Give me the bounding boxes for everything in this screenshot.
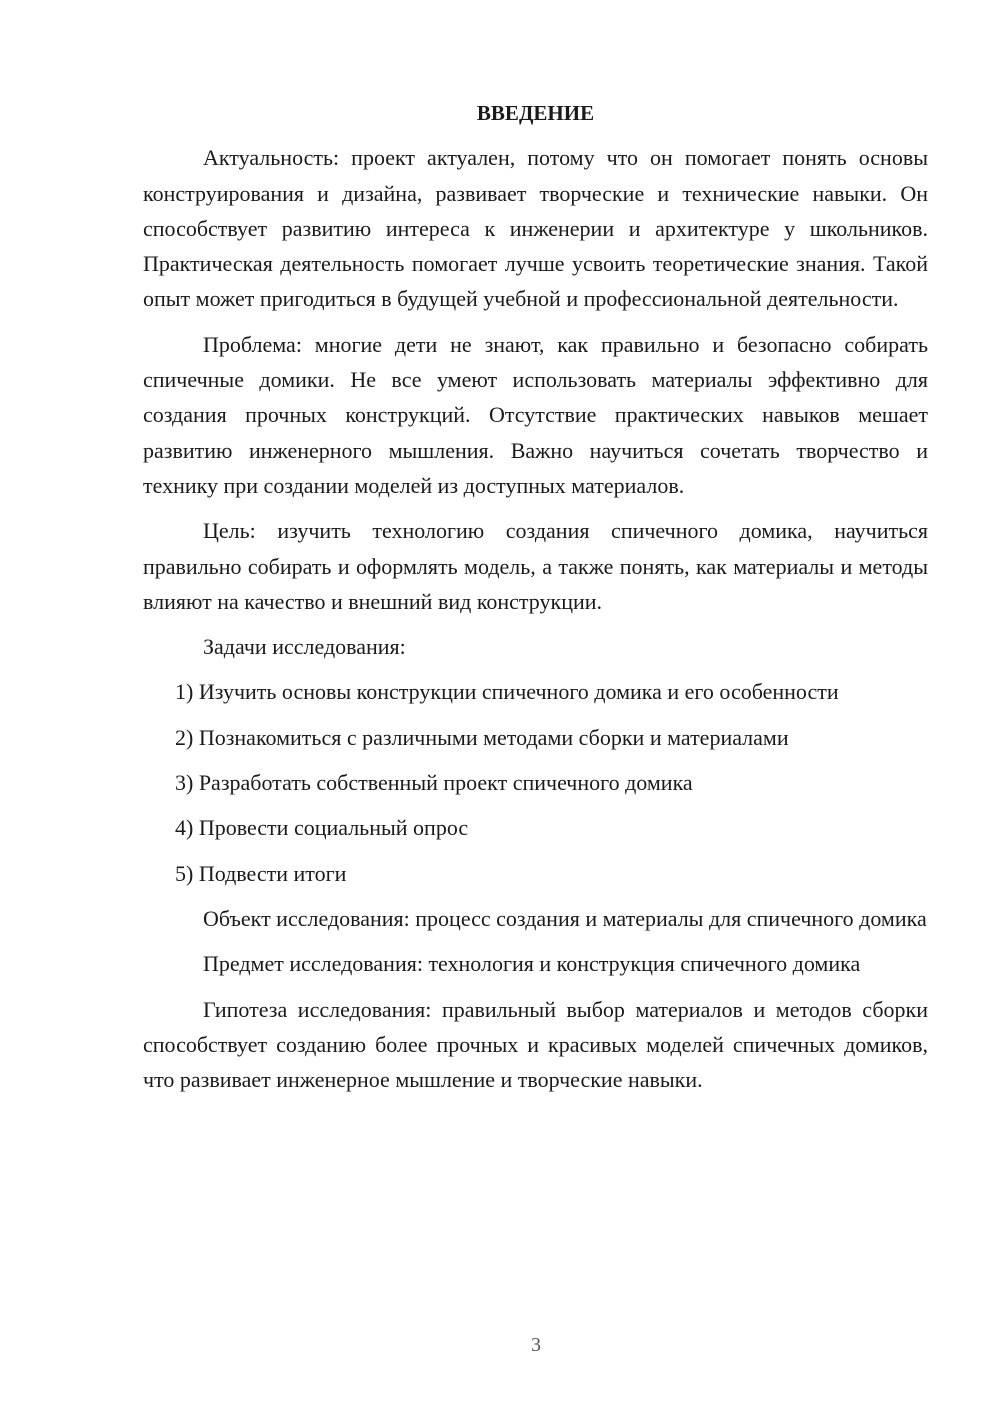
paragraph-hypothesis: Гипотеза исследования: правильный выбор материалов и методов сборки способствует созданию более прочных и красивых моделей спичечных домиков, что развивает инженерное мышление и творческие навыки. xyxy=(143,996,928,1093)
paragraph-goal: Цель: изучить технологию создания спичечного домика, научиться правильно собирать и оформлять модель, а также понять, как материалы и методы влияют на качество и внешний вид конструкции. xyxy=(143,518,928,614)
paragraph-subject: Предмет исследования: технология и конструкция спичечного домика xyxy=(203,951,861,977)
page-number: 3 xyxy=(531,1334,541,1356)
list-item: 5) Подвести итоги xyxy=(175,860,347,886)
page-title: ВВЕДЕНИЕ xyxy=(476,101,595,125)
paragraph-problem: Проблема: многие дети не знают, как правильно и безопасно собирать спичечные домики. Не все умеют использовать материалы эффективно для создания прочных конструкций. Отсутствие практических навыков мешает развитию инженерного мышления. Важно научиться сочетать творчество и технику при создании моделей из доступных материалов. xyxy=(143,331,928,498)
page-content xyxy=(143,96,928,1107)
list-item: 3) Разработать собственный проект спичечного домика xyxy=(175,770,693,796)
list-item: 4) Провести социальный опрос xyxy=(175,815,469,841)
list-item: 2) Познакомиться с различными методами сборки и материалами xyxy=(175,724,789,750)
tasks-list xyxy=(143,674,928,890)
tasks-heading: Задачи исследования: xyxy=(203,634,406,660)
list-item: 1) Изучить основы конструкции спичечного домика и его особенности xyxy=(175,679,839,705)
paragraph-object: Объект исследования: процесс создания и материалы для спичечного домика xyxy=(203,905,927,931)
paragraph-relevance: Актуальность: проект актуален, потому что он помогает понять основы конструирования и дизайна, развивает творческие и технические навыки. Он способствует развитию интереса к инженерии и архитектуре у школьников. Практическая деятельность помогает лучше усвоить теоретические знания. Такой опыт может пригодиться в будущей учебной и профессиональной деятельности. xyxy=(143,145,928,312)
